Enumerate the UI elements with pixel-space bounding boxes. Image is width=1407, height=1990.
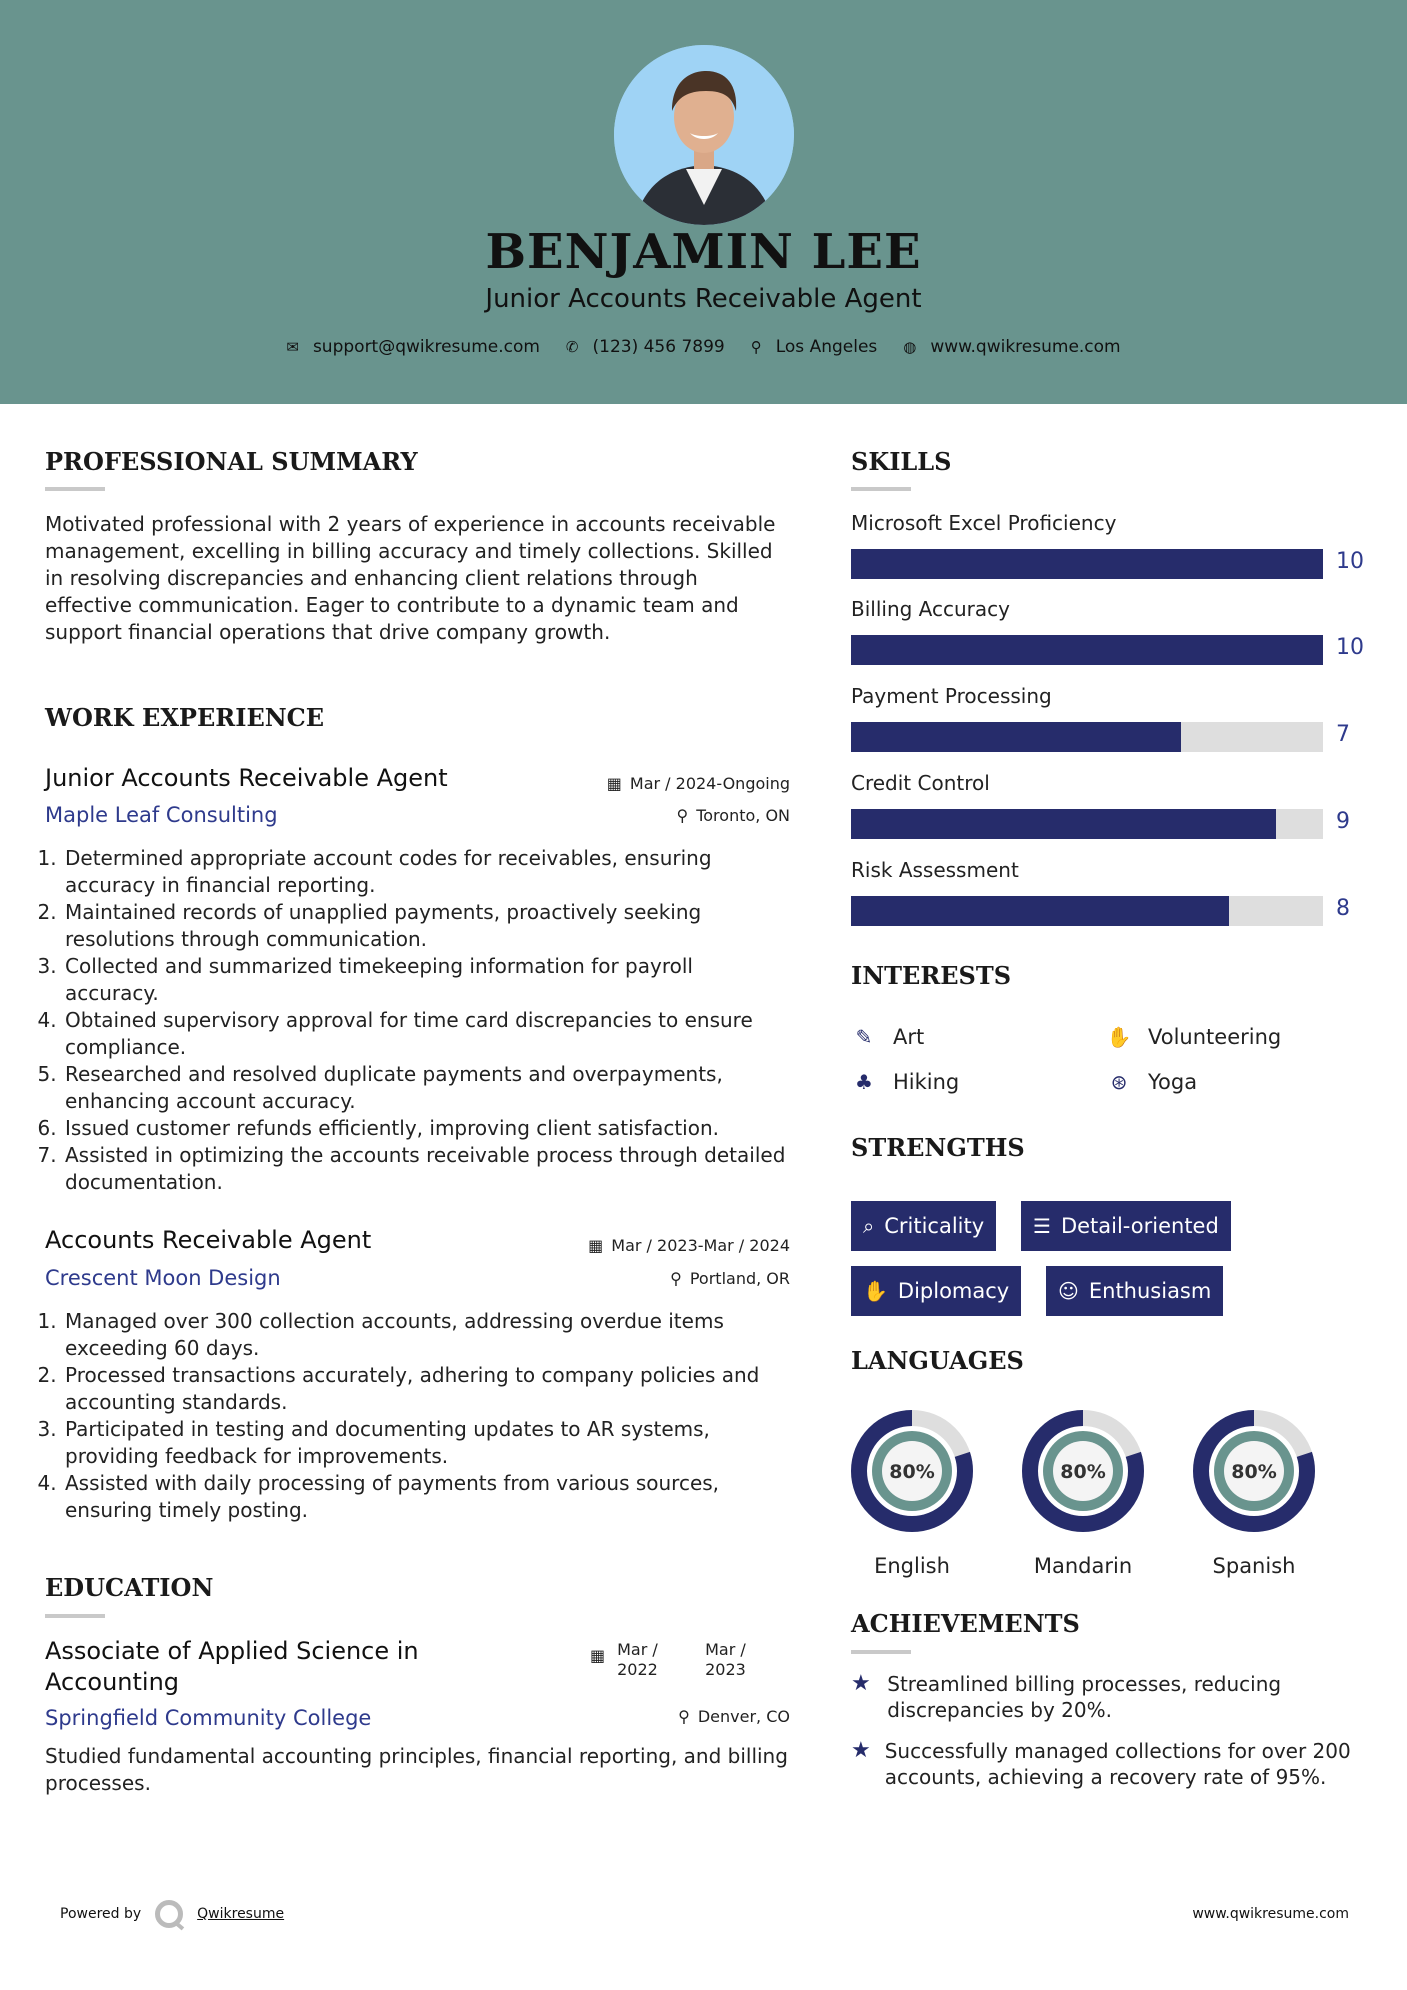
list-item: 7. Assisted in optimizing the accounts receivable process through detailed documentation. — [63, 1142, 790, 1196]
list-icon: ☰ — [1033, 1214, 1051, 1238]
skill-label: Credit Control — [851, 771, 990, 795]
envelope-icon: ✉ — [286, 338, 299, 356]
search-icon: ⌕ — [863, 1214, 875, 1238]
education-heading: EDUCATION — [45, 1573, 214, 1602]
languages-heading: LANGUAGES — [851, 1346, 1024, 1375]
job-date-text: Mar / 2024-Ongoing — [629, 774, 790, 793]
language-item — [1193, 1410, 1315, 1578]
phone-icon: ✆ — [565, 338, 579, 356]
skill-bar-fill — [851, 809, 1276, 839]
handshake-icon: ✋ — [1106, 1025, 1132, 1049]
calendar-icon: ▦ — [606, 774, 622, 793]
language-ring — [1193, 1410, 1315, 1532]
skill-label: Risk Assessment — [851, 858, 1019, 882]
header-banner — [0, 0, 1407, 404]
experience-heading: WORK EXPERIENCE — [45, 703, 325, 732]
language-label: Mandarin — [1033, 1554, 1133, 1578]
language-percent: 80% — [1231, 1461, 1277, 1483]
skill-bar-fill — [851, 549, 1323, 579]
education-date — [590, 1640, 790, 1680]
interests-heading: INTERESTS — [851, 961, 1012, 990]
education-location-text: Denver, CO — [697, 1707, 790, 1726]
job-location-text: Toronto, ON — [696, 806, 790, 825]
skill-bar-track — [851, 549, 1323, 579]
tree-icon: ♣ — [855, 1070, 873, 1094]
life-ring-icon: ⊛ — [1110, 1070, 1128, 1094]
pin-icon: ⚲ — [678, 1707, 690, 1726]
list-item: 2. Processed transactions accurately, adhering to company policies and accounting standards. — [63, 1362, 790, 1416]
achievement-text: Streamlined billing processes, reducing discrepancies by 20%. — [887, 1672, 1282, 1722]
skill-bar-track — [851, 896, 1323, 926]
job-location-text: Portland, OR — [689, 1269, 790, 1288]
map-marker-icon: ⚲ — [750, 338, 762, 356]
handshake-icon: ✋ — [863, 1279, 888, 1303]
interest-label: Hiking — [893, 1070, 960, 1094]
degree-title: Associate of Applied Science in Accounting — [45, 1637, 419, 1696]
contact-bar — [0, 337, 1407, 357]
contact-phone-text: (123) 456 7899 — [592, 337, 725, 357]
strengths-heading: STRENGTHS — [851, 1133, 1025, 1162]
language-label: Spanish — [1212, 1554, 1296, 1578]
list-item: 3. Collected and summarized timekeeping information for payroll accuracy. — [63, 953, 790, 1007]
skill-value: 10 — [1336, 549, 1364, 574]
language-percent: 80% — [1060, 1461, 1106, 1483]
skill-value: 10 — [1336, 635, 1364, 660]
language-ring — [851, 1410, 973, 1532]
achievement-item — [851, 1671, 1351, 1723]
contact-website-text: www.qwikresume.com — [930, 337, 1121, 357]
footer-branding — [60, 1900, 284, 1928]
skill-bar-fill — [851, 896, 1229, 926]
strength-label: Detail-oriented — [1060, 1214, 1219, 1238]
skills-divider — [851, 487, 911, 491]
candidate-name: BENJAMIN LEE — [485, 224, 922, 280]
list-item: 5. Researched and resolved duplicate payments and overpayments, enhancing account accuracy. — [63, 1061, 790, 1115]
job-date-text: Mar / 2023-Mar / 2024 — [611, 1236, 790, 1255]
skill-bar-track — [851, 809, 1323, 839]
achievement-text: Successfully managed collections for over 200 accounts, achieving a recovery rate of 95%. — [884, 1739, 1351, 1789]
powered-by-text: Powered by — [60, 1906, 142, 1922]
education-description: Studied fundamental accounting principles, financial reporting, and billing processes. — [45, 1744, 788, 1795]
language-ring — [1022, 1410, 1144, 1532]
contact-email-text: support@qwikresume.com — [312, 337, 540, 357]
interest-art — [851, 1025, 924, 1049]
contact-website[interactable] — [903, 337, 1120, 357]
skill-label: Billing Accuracy — [851, 597, 1010, 621]
education-date-start: Mar / 2022 — [617, 1640, 658, 1679]
skill-bar-track — [851, 722, 1323, 752]
contact-phone[interactable] — [566, 337, 725, 357]
summary-divider — [45, 487, 105, 491]
paint-brush-icon: ✎ — [855, 1025, 873, 1049]
language-label: English — [874, 1554, 950, 1578]
interest-hiking — [851, 1070, 959, 1094]
job-location — [540, 806, 790, 825]
job-date — [520, 1236, 790, 1255]
list-item: 3. Participated in testing and documenting updates to AR systems, providing feedback for improvements. — [63, 1416, 790, 1470]
job-location — [540, 1269, 790, 1288]
strength-tag-enthusiasm — [1046, 1266, 1223, 1316]
calendar-icon: ▦ — [588, 1236, 604, 1255]
skill-bar-fill — [851, 635, 1323, 665]
list-item: 4. Assisted with daily processing of payments from various sources, ensuring timely posting. — [63, 1470, 790, 1524]
calendar-icon: ▦ — [590, 1646, 606, 1665]
job-company: Crescent Moon Design — [45, 1266, 281, 1290]
avatar — [614, 45, 794, 225]
brand-link[interactable]: Qwikresume — [197, 1906, 285, 1922]
strength-label: Enthusiasm — [1088, 1279, 1212, 1303]
skill-label: Payment Processing — [851, 684, 1052, 708]
star-badge-icon: ★ — [851, 1671, 871, 1696]
list-item: 2. Maintained records of unapplied payments, proactively seeking resolutions through communication. — [63, 899, 790, 953]
achievements-heading: ACHIEVEMENTS — [851, 1609, 1080, 1638]
interest-label: Art — [893, 1025, 925, 1049]
person-photo-icon — [614, 45, 794, 225]
contact-location — [751, 337, 878, 357]
strength-tag-detail-oriented — [1021, 1201, 1231, 1251]
list-item: 4. Obtained supervisory approval for time card discrepancies to ensure compliance. — [63, 1007, 790, 1061]
education-location — [540, 1707, 790, 1726]
pin-icon: ⚲ — [670, 1269, 682, 1288]
achievement-item — [851, 1738, 1351, 1790]
skill-bar-fill — [851, 722, 1181, 752]
job-bullets — [45, 1308, 790, 1524]
language-item — [851, 1410, 973, 1578]
skill-value: 8 — [1336, 896, 1350, 921]
skill-value: 7 — [1336, 722, 1350, 747]
contact-email[interactable] — [286, 337, 540, 357]
skill-label: Microsoft Excel Proficiency — [851, 511, 1117, 535]
strength-tag-diplomacy — [851, 1266, 1021, 1316]
candidate-title: Junior Accounts Receivable Agent — [485, 284, 922, 314]
skill-value: 9 — [1336, 809, 1350, 834]
education-date-end: Mar / 2023 — [705, 1640, 746, 1679]
education-divider — [45, 1614, 105, 1618]
job-title: Accounts Receivable Agent — [45, 1226, 372, 1254]
pin-icon: ⚲ — [676, 806, 689, 825]
list-item: 6. Issued customer refunds efficiently, improving client satisfaction. — [63, 1115, 790, 1142]
interest-label: Volunteering — [1148, 1025, 1282, 1049]
school-name: Springfield Community College — [45, 1706, 372, 1730]
summary-text: Motivated professional with 2 years of experience in accounts receivable management, excelling in billing accuracy and timely collections. Skilled in resolving discrepancies and enhancing client relations through effective communication. Eager to contribute to a dynamic team and support financial operations that drive company growth. — [45, 512, 776, 644]
job-company: Maple Leaf Consulting — [45, 803, 278, 827]
language-item — [1022, 1410, 1144, 1578]
summary-heading: PROFESSIONAL SUMMARY — [45, 447, 418, 476]
job-title: Junior Accounts Receivable Agent — [45, 764, 448, 792]
list-item: 1. Determined appropriate account codes for receivables, ensuring accuracy in financial reporting. — [63, 845, 790, 899]
strength-tag-criticality — [851, 1201, 996, 1251]
achievements-divider — [851, 1650, 911, 1654]
smile-icon: ☺ — [1058, 1279, 1079, 1303]
interest-label: Yoga — [1148, 1070, 1198, 1094]
interest-volunteering — [1106, 1025, 1281, 1049]
interest-yoga — [1106, 1070, 1197, 1094]
contact-location-text: Los Angeles — [775, 337, 878, 357]
qwikresume-logo-icon — [155, 1900, 183, 1928]
language-percent: 80% — [889, 1461, 935, 1483]
job-bullets — [45, 845, 790, 1196]
footer-url[interactable]: www.qwikresume.com — [1192, 1906, 1349, 1922]
strength-label: Diplomacy — [897, 1279, 1010, 1303]
list-item: 1. Managed over 300 collection accounts, addressing overdue items exceeding 60 days. — [63, 1308, 790, 1362]
globe-icon: ◍ — [903, 338, 917, 356]
job-date — [540, 774, 790, 793]
skill-bar-track — [851, 635, 1323, 665]
strength-label: Criticality — [884, 1214, 985, 1238]
skills-heading: SKILLS — [851, 447, 952, 476]
star-badge-icon: ★ — [851, 1738, 871, 1763]
